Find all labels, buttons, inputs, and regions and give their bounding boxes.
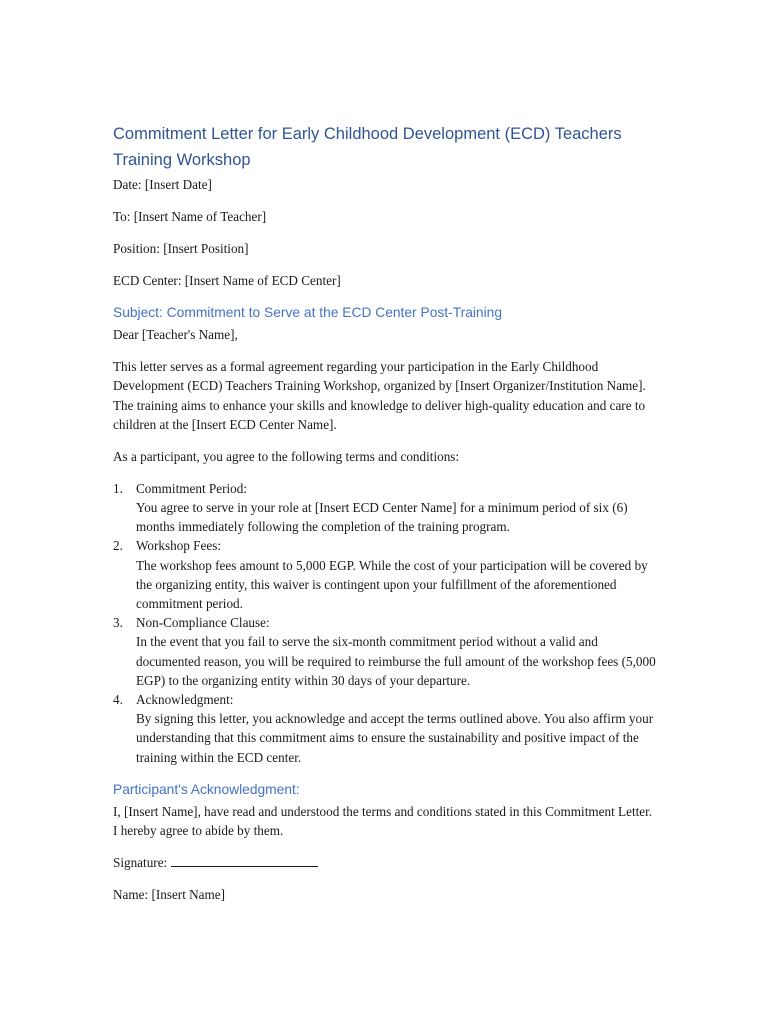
name-line: Name: [Insert Name] [113, 887, 226, 903]
term-item [113, 613, 658, 690]
term-heading: Commitment Period: [136, 480, 247, 496]
intro-paragraph: This letter serves as a formal agreement regarding your participation in the Early Childhood Development (ECD) Teachers Training Workshop, organized by [Insert Organizer/Institution Name]. The training aims to enhance your skills and knowledge to deliver high-quality education and care to children at the [Insert ECD Center Name]. [113, 359, 646, 432]
term-item [113, 479, 658, 537]
signature-line [113, 853, 658, 872]
term-number: 4. [113, 692, 123, 708]
letter-title: Commitment Letter for Early Childhood Development (ECD) Teachers Training Workshop [113, 125, 622, 169]
term-body: The workshop fees amount to 5,000 EGP. While the cost of your participation will be covered by the organizing entity, this waiver is contingent upon your fulfillment of the aforementioned commitment period. [136, 557, 648, 612]
term-body: By signing this letter, you acknowledge and accept the terms outlined above. You also affirm your understanding that this commitment aims to ensure the sustainability and positive impact of the training within the ECD center. [136, 711, 654, 765]
signature-label: Signature: [113, 855, 168, 871]
term-item [113, 690, 658, 767]
term-heading: Acknowledgment: [136, 692, 234, 708]
to-line: To: [Insert Name of Teacher] [113, 209, 267, 224]
letter-page [113, 122, 658, 904]
position-line: Position: [Insert Position] [113, 241, 249, 256]
terms-intro: As a participant, you agree to the following terms and conditions: [113, 448, 460, 464]
terms-list [113, 479, 658, 767]
acknowledgment-heading: Participant's Acknowledgment: [113, 781, 300, 797]
salutation: Dear [Teacher's Name], [113, 327, 238, 343]
ecd-center-line: ECD Center: [Insert Name of ECD Center] [113, 273, 341, 288]
term-body: You agree to serve in your role at [Insert ECD Center Name] for a minimum period of six (6) months immediately following the completion of the training program. [136, 500, 628, 535]
term-heading: Non-Compliance Clause: [136, 615, 270, 631]
term-body: In the event that you fail to serve the six-month commitment period without a valid and documented reason, you will be required to reimburse the full amount of the workshop fees (5,000 EGP) to the organizing entity within 30 days of your departure. [136, 634, 656, 688]
acknowledgment-paragraph: I, [Insert Name], have read and understood the terms and conditions stated in this Commitment Letter. I hereby agree to abide by them. [113, 803, 653, 839]
date-line: Date: [Insert Date] [113, 177, 212, 192]
subject-heading: Subject: Commitment to Serve at the ECD Center Post-Training [113, 305, 503, 321]
term-heading: Workshop Fees: [136, 538, 222, 554]
term-item [113, 536, 658, 613]
term-number: 1. [113, 480, 123, 496]
term-number: 2. [113, 538, 123, 554]
term-number: 3. [113, 615, 123, 631]
signature-field[interactable] [171, 854, 318, 867]
